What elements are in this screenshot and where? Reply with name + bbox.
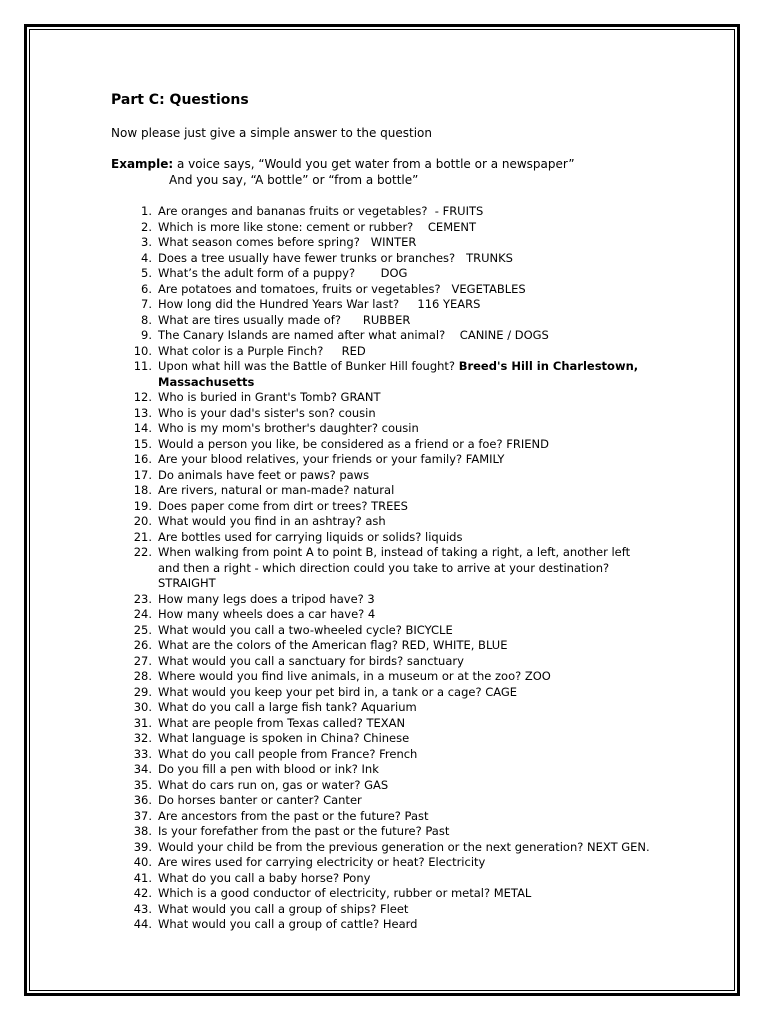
question-number: 5. [141, 266, 152, 280]
question-item [120, 390, 650, 406]
question-number: 17. [133, 467, 152, 482]
question-text [158, 778, 650, 794]
question-number: 25. [133, 622, 152, 637]
question-text [158, 824, 650, 840]
question-number: 19. [133, 498, 152, 513]
question-item [120, 468, 650, 484]
question-text-body: What are the colors of the American flag? RED, WHITE, BLUE [158, 638, 508, 652]
question-item [120, 313, 650, 329]
question-text-body: What color is a Purple Finch? RED [158, 343, 366, 358]
question-text [158, 654, 650, 670]
question-text [158, 251, 650, 267]
question-item [120, 778, 650, 794]
question-item [120, 483, 650, 499]
question-text [158, 886, 650, 902]
question-text [158, 297, 650, 313]
question-number: 9. [141, 328, 152, 342]
question-text-body: Which is a good conductor of electricity, rubber or metal? METAL [158, 886, 532, 900]
question-number: 44. [133, 917, 152, 931]
question-text [158, 452, 650, 468]
question-item [120, 731, 650, 747]
question-number: 30. [133, 700, 152, 714]
question-item [120, 235, 650, 251]
question-text [158, 638, 650, 654]
question-text-body: What are tires usually made of? RUBBER [158, 312, 411, 327]
question-text [158, 855, 650, 871]
question-number: 24. [133, 607, 152, 621]
question-item [120, 344, 650, 360]
question-text-body: What season comes before spring? WINTER [158, 235, 417, 249]
question-number: 23. [133, 591, 152, 606]
question-text [158, 483, 650, 499]
question-text-body: Are potatoes and tomatoes, fruits or vegetables? VEGETABLES [158, 281, 526, 296]
question-text-body: Do animals have feet or paws? paws [158, 467, 370, 482]
question-number: 39. [133, 839, 152, 854]
question-text-body: What would you call a sanctuary for birds? sanctuary [158, 653, 464, 668]
question-number: 33. [133, 746, 152, 761]
question-item [120, 421, 650, 437]
question-text [158, 282, 650, 298]
question-item [120, 793, 650, 809]
question-item [120, 824, 650, 840]
question-item [120, 499, 650, 515]
question-item [120, 623, 650, 639]
question-number: 16. [133, 452, 152, 466]
question-item [120, 685, 650, 701]
question-item [120, 297, 650, 313]
question-text-body: What do you call a large fish tank? Aquarium [158, 700, 417, 714]
question-text-body: What would you call a group of cattle? Heard [158, 917, 418, 931]
question-number: 3. [141, 235, 152, 249]
question-item [120, 747, 650, 763]
question-text-body: When walking from point A to point B, instead of taking a right, a left, another left and then a right - which direction could you take to arrive at your destination? STRAIGHT [158, 545, 634, 590]
question-text [158, 700, 650, 716]
question-text [158, 390, 650, 406]
question-text [158, 917, 650, 933]
question-text-body: What would you call a group of ships? Fleet [158, 901, 409, 916]
question-text [158, 669, 650, 685]
question-item [120, 359, 650, 390]
question-number: 21. [133, 529, 152, 544]
question-number: 1. [141, 204, 152, 218]
question-text [158, 437, 650, 453]
question-text-body: What would you find in an ashtray? ash [158, 514, 386, 528]
question-item [120, 328, 650, 344]
question-item [120, 809, 650, 825]
question-number: 7. [141, 297, 152, 311]
question-text [158, 530, 650, 546]
question-item [120, 654, 650, 670]
question-item [120, 638, 650, 654]
question-text-body: What would you keep your pet bird in, a tank or a cage? CAGE [158, 684, 518, 699]
question-text [158, 623, 650, 639]
question-text [158, 840, 650, 856]
question-number: 4. [141, 250, 152, 265]
question-number: 14. [133, 421, 152, 435]
question-number: 41. [133, 870, 152, 885]
question-item [120, 204, 650, 220]
question-text [158, 468, 650, 484]
question-number: 40. [133, 855, 152, 869]
question-number: 22. [133, 545, 152, 559]
question-text-body: Would your child be from the previous generation or the next generation? NEXT GEN. [158, 839, 650, 854]
question-item [120, 282, 650, 298]
question-text [158, 793, 650, 809]
question-text-body: Is your forefather from the past or the future? Past [158, 824, 450, 838]
question-number: 26. [133, 638, 152, 652]
question-text [158, 871, 650, 887]
question-text-body: Do horses banter or canter? Canter [158, 793, 362, 807]
section-title: Part C: Questions [111, 92, 249, 108]
question-number: 42. [133, 886, 152, 900]
question-text [158, 406, 650, 422]
question-text-body: Are your blood relatives, your friends or your family? FAMILY [158, 452, 505, 466]
question-item [120, 514, 650, 530]
question-list [120, 204, 650, 933]
question-number: 15. [133, 436, 152, 451]
question-text [158, 731, 650, 747]
question-number: 20. [133, 514, 152, 528]
question-text-body: What are people from Texas called? TEXAN [158, 715, 406, 730]
question-text [158, 204, 650, 220]
question-item [120, 607, 650, 623]
question-text-body: Would a person you like, be considered as a friend or a foe? FRIEND [158, 436, 549, 451]
question-text-body: Does a tree usually have fewer trunks or branches? TRUNKS [158, 250, 513, 265]
question-text [158, 747, 650, 763]
question-text [158, 685, 650, 701]
example-line-1 [111, 157, 575, 171]
question-item [120, 251, 650, 267]
question-number: 31. [133, 715, 152, 730]
question-text-body: Are oranges and bananas fruits or vegetables? - FRUITS [158, 204, 484, 218]
question-text-body: How long did the Hundred Years War last? 116 YEARS [158, 297, 481, 311]
question-number: 2. [141, 219, 152, 234]
question-text [158, 313, 650, 329]
question-item [120, 902, 650, 918]
question-text [158, 235, 650, 251]
question-item [120, 886, 650, 902]
question-text-body: How many wheels does a car have? 4 [158, 607, 376, 621]
question-text-body: What do you call a baby horse? Pony [158, 870, 371, 885]
question-item [120, 406, 650, 422]
question-number: 36. [133, 793, 152, 807]
question-text [158, 607, 650, 623]
question-number: 28. [133, 669, 152, 683]
example-label: Example: [111, 157, 174, 171]
question-item [120, 530, 650, 546]
question-text-body: Who is your dad's sister's son? cousin [158, 405, 376, 420]
question-number: 37. [133, 808, 152, 823]
question-text-body: The Canary Islands are named after what animal? CANINE / DOGS [158, 328, 549, 342]
question-text-body: Are rivers, natural or man-made? natural [158, 483, 395, 497]
question-number: 34. [133, 762, 152, 776]
question-text-body: Does paper come from dirt or trees? TREES [158, 498, 408, 513]
question-text-body: What do you call people from France? French [158, 746, 418, 761]
question-number: 38. [133, 824, 152, 838]
question-text-body: What’s the adult form of a puppy? DOG [158, 266, 408, 280]
question-number: 32. [133, 731, 152, 745]
question-text-body: Do you fill a pen with blood or ink? Ink [158, 762, 379, 776]
question-number: 27. [133, 653, 152, 668]
question-item [120, 452, 650, 468]
example-line-2: And you say, “A bottle” or “from a bottle” [169, 173, 419, 187]
question-item [120, 220, 650, 236]
question-text [158, 421, 650, 437]
question-text-body: Where would you find live animals, in a museum or at the zoo? ZOO [158, 669, 551, 683]
question-item [120, 762, 650, 778]
question-text [158, 592, 650, 608]
question-item [120, 716, 650, 732]
question-number: 35. [133, 777, 152, 792]
question-text-body: Upon what hill was the Battle of Bunker Hill fought? [158, 359, 459, 373]
question-item [120, 855, 650, 871]
question-number: 43. [133, 901, 152, 916]
question-text-body: Are ancestors from the past or the future? Past [158, 808, 429, 823]
question-number: 11. [133, 359, 152, 373]
question-text [158, 220, 650, 236]
question-item [120, 917, 650, 933]
question-number: 8. [141, 312, 152, 327]
question-text [158, 514, 650, 530]
question-item [120, 437, 650, 453]
question-text-body: Are bottles used for carrying liquids or solids? liquids [158, 529, 463, 544]
question-text [158, 762, 650, 778]
question-number: 13. [133, 405, 152, 420]
question-text [158, 545, 650, 592]
question-text [158, 809, 650, 825]
example-prompt-text: a voice says, “Would you get water from a bottle or a newspaper” [173, 157, 575, 171]
instructions-text: Now please just give a simple answer to the question [111, 126, 433, 140]
question-text [158, 344, 650, 360]
question-text [158, 266, 650, 282]
question-text-body: What language is spoken in China? Chinese [158, 731, 410, 745]
question-text-body: Are wires used for carrying electricity or heat? Electricity [158, 855, 486, 869]
question-answer-bold: Breed's Hill in Charlestown, Massachusetts [158, 359, 639, 389]
question-text-body: Which is more like stone: cement or rubber? CEMENT [158, 219, 477, 234]
question-item [120, 840, 650, 856]
question-text-body: What do cars run on, gas or water? GAS [158, 777, 389, 792]
question-text [158, 359, 650, 390]
question-item [120, 545, 650, 592]
question-text [158, 328, 650, 344]
question-item [120, 700, 650, 716]
question-text [158, 902, 650, 918]
question-number: 6. [141, 281, 152, 296]
question-item [120, 871, 650, 887]
question-number: 29. [133, 684, 152, 699]
question-text-body: Who is my mom's brother's daughter? cousin [158, 421, 419, 435]
question-item [120, 592, 650, 608]
question-text-body: What would you call a two-wheeled cycle? BICYCLE [158, 622, 453, 637]
question-text-body: How many legs does a tripod have? 3 [158, 591, 375, 606]
question-text [158, 499, 650, 515]
question-number: 10. [133, 343, 152, 358]
question-number: 12. [133, 390, 152, 404]
question-item [120, 669, 650, 685]
question-number: 18. [133, 483, 152, 497]
question-text [158, 716, 650, 732]
question-text-body: Who is buried in Grant's Tomb? GRANT [158, 390, 381, 404]
question-item [120, 266, 650, 282]
